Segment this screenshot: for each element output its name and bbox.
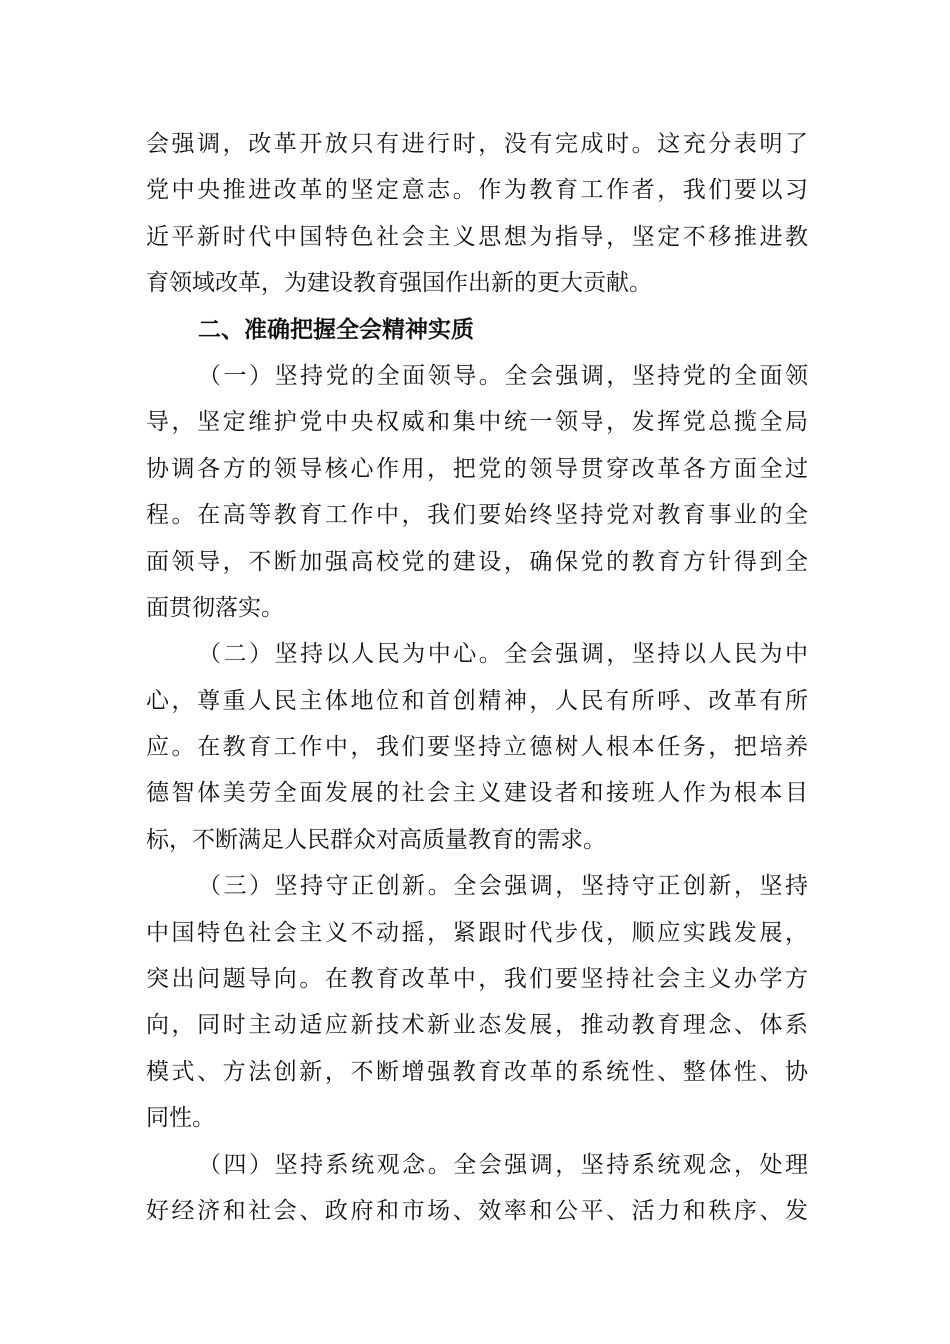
paragraph-line: 中国特色社会主义不动摇，紧跟时代步伐，顺应实践发展， xyxy=(146,919,808,946)
paragraph-line: （三）坚持守正创新。全会强调，坚持守正创新，坚持 xyxy=(198,873,808,900)
paragraph-line: 心，尊重人民主体地位和首创精神，人民有所呼、改革有所 xyxy=(146,687,808,714)
section-heading: 二、准确把握全会精神实质 xyxy=(198,316,474,343)
paragraph-line: （一）坚持党的全面领导。全会强调，坚持党的全面领 xyxy=(198,362,808,389)
paragraph-line: 程。在高等教育工作中，我们要始终坚持党对教育事业的全 xyxy=(146,502,808,529)
paragraph-line: 德智体美劳全面发展的社会主义建设者和接班人作为根本目 xyxy=(146,780,808,807)
paragraph-line: 向，同时主动适应新技术新业态发展，推动教育理念、体系 xyxy=(146,1012,808,1039)
paragraph-line: 面贯彻落实。 xyxy=(146,594,284,621)
paragraph-line: 协调各方的领导核心作用，把党的领导贯穿改革各方面全过 xyxy=(146,455,808,482)
paragraph-line: 模式、方法创新，不断增强教育改革的系统性、整体性、协 xyxy=(146,1058,808,1085)
paragraph-line: 育领域改革，为建设教育强国作出新的更大贡献。 xyxy=(146,270,652,297)
paragraph-line: （二）坚持以人民为中心。全会强调，坚持以人民为中 xyxy=(198,641,808,668)
paragraph-line: （四）坚持系统观念。全会强调，坚持系统观念，处理 xyxy=(198,1151,808,1178)
body-text xyxy=(146,121,808,1234)
paragraph-line: 党中央推进改革的坚定意志。作为教育工作者，我们要以习 xyxy=(146,177,808,204)
paragraph-line: 同性。 xyxy=(146,1105,215,1132)
paragraph-line: 好经济和社会、政府和市场、效率和公平、活力和秩序、发 xyxy=(146,1197,808,1224)
paragraph-line: 突出问题导向。在教育改革中，我们要坚持社会主义办学方 xyxy=(146,966,808,993)
paragraph-line: 标，不断满足人民群众对高质量教育的需求。 xyxy=(146,826,606,853)
paragraph-line: 应。在教育工作中，我们要坚持立德树人根本任务，把培养 xyxy=(146,734,808,761)
paragraph-line: 会强调，改革开放只有进行时，没有完成时。这充分表明了 xyxy=(146,131,808,157)
paragraph-line: 导，坚定维护党中央权威和集中统一领导，发挥党总揽全局 xyxy=(146,409,808,436)
paragraph-line: 近平新时代中国特色社会主义思想为指导，坚定不移推进教 xyxy=(146,223,808,250)
paragraph-line: 面领导，不断加强高校党的建设，确保党的教育方针得到全 xyxy=(146,548,808,575)
